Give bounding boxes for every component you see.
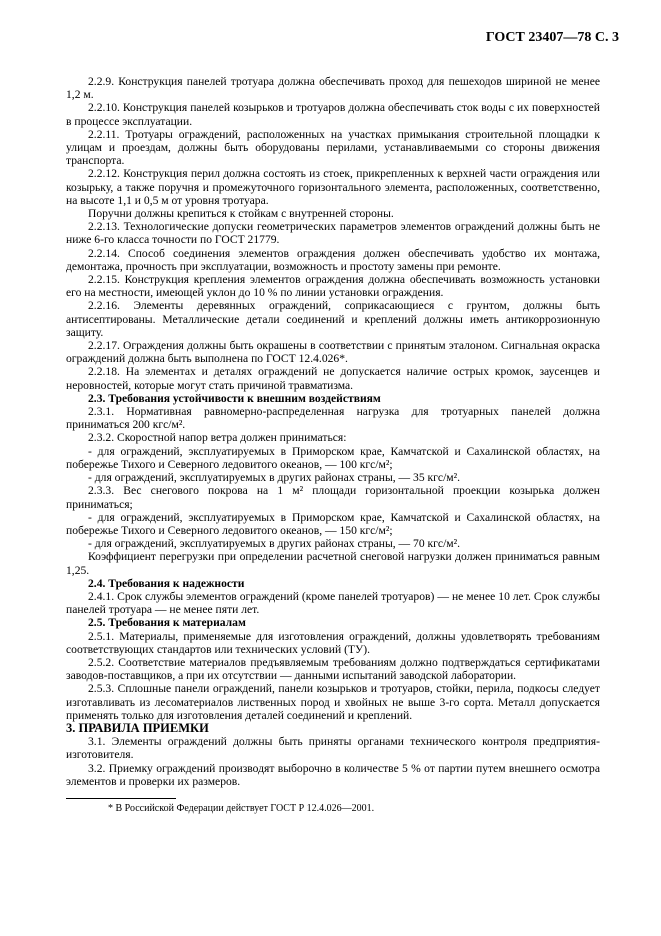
paragraph: 2.2.13. Технологические допуски геометрических параметров элементов ограждений должны быть не ниже 6-го класса точности по ГОСТ 21779.: [66, 220, 600, 247]
paragraph: 2.2.9. Конструкция панелей тротуара должна обеспечивать проход для пешеходов шириной не менее 1,2 м.: [66, 75, 600, 102]
paragraph: 2.2.16. Элементы деревянных ограждений, соприкасающиеся с грунтом, должны быть антисептированы. Металлические детали соединений и креплений должны иметь антикоррозионную защиту.: [66, 299, 600, 339]
paragraph: 2.2.17. Ограждения должны быть окрашены в соответствии с принятым эталоном. Сигнальная окраска ограждений должна быть выполнена по ГОСТ 12.4.026*.: [66, 339, 600, 366]
paragraph: 2.5.1. Материалы, применяемые для изготовления ограждений, должны удовлетворять требованиям соответствующих стандартов или технических условий (ТУ).: [66, 629, 600, 656]
paragraph: 2.2.10. Конструкция панелей козырьков и тротуаров должна обеспечивать сток воды с их поверхностей в процессе эксплуатации.: [66, 101, 600, 128]
paragraph: 2.3.1. Нормативная равномерно-распределенная нагрузка для тротуарных панелей должна приниматься 200 кгс/м².: [66, 405, 600, 432]
paragraph: 2.3.3. Вес снегового покрова на 1 м² площади горизонтальной проекции козырька должен приниматься;: [66, 484, 600, 511]
paragraph: 2.2.14. Способ соединения элементов ограждения должен обеспечивать удобство их монтажа, демонтажа, прочность при эксплуатации, возможность и простоту замены при ремонте.: [66, 246, 600, 273]
paragraph: Поручни должны крепиться к стойкам с внутренней стороны.: [88, 207, 394, 221]
paragraph: 2.2.12. Конструкция перил должна состоять из стоек, прикрепленных к верхней части ограждения или козырьку, а также поручня и промежуточного горизонтального элемента, расположенных, соответственно, на высоте 1,1 и 0,5 м от уровня тротуара.: [66, 167, 600, 207]
paragraph: - для ограждений, эксплуатируемых в других районах страны, — 35 кгс/м².: [88, 471, 461, 485]
paragraph: - для ограждений, эксплуатируемых в Приморском крае, Камчатской и Сахалинской областях, на побережье Тихого и Северного ледовитого океанов, — 150 кгс/м²;: [66, 510, 600, 537]
paragraph: 2.5.3. Сплошные панели ограждений, панели козырьков и тротуаров, стойки, перила, подкосы следует изготавливать из лесоматериалов лиственных пород и хвойных не выше 3-го сорта. Металл допускается применять только для изготовления деталей соединений и креплений.: [66, 682, 600, 722]
paragraph: 2.3.2. Скоростной напор ветра должен приниматься:: [88, 431, 347, 445]
paragraph: 2.2.15. Конструкция крепления элементов ограждения должна обеспечивать возможность установки его на местности, имеющей уклон до 10 % по линии установки ограждения.: [66, 273, 600, 300]
page-header: ГОСТ 23407—78 С. 3: [485, 30, 619, 45]
paragraph: 3.1. Элементы ограждений должны быть приняты органами технического контроля предприятия-изготовителя.: [66, 735, 600, 762]
paragraph: 2.2.18. На элементах и деталях ограждений не допускается наличие острых кромок, заусенцев и неровностей, которые могут стать причиной травматизма.: [66, 365, 600, 392]
paragraph: 2.5.2. Соответствие материалов предъявляемым требованиям должно подтверждаться сертификатами заводов-поставщиков, а при их отсутствии — данными испытаний заводской лаборатории.: [66, 655, 600, 683]
paragraph: 3.2. Приемку ограждений производят выборочно в количестве 5 % от партии путем внешнего осмотра элементов и проверки их размеров.: [66, 761, 600, 788]
paragraph: - для ограждений, эксплуатируемых в Приморском крае, Камчатской и Сахалинской областях, на побережье Тихого и Северного ледовитого океанов, — 100 кгс/м²;: [66, 444, 600, 471]
paragraph: 2.2.11. Тротуары ограждений, расположенных на участках примыкания строительной площадки к улицам и проездам, должны быть оборудованы перилами, устанавливаемыми со стороны движения транспорта.: [66, 127, 600, 168]
paragraph: Коэффициент перегрузки при определении расчетной снеговой нагрузки должен приниматься равным 1,25.: [66, 550, 600, 577]
subsection-heading: 2.4. Требования к надежности: [88, 576, 245, 590]
subsection-heading: 2.5. Требования к материалам: [88, 616, 246, 630]
footnote: * В Российской Федерации действует ГОСТ Р 12.4.026—2001.: [108, 802, 375, 814]
subsection-heading: 2.3. Требования устойчивости к внешним воздействиям: [88, 391, 381, 405]
paragraph: - для ограждений, эксплуатируемых в других районах страны, — 70 кгс/м².: [88, 537, 461, 551]
document-body: [66, 75, 600, 815]
paragraph: 2.4.1. Срок службы элементов ограждений (кроме панелей тротуаров) — не менее 10 лет. Срок службы панелей тротуара — не менее пяти лет.: [66, 589, 600, 617]
footnote-divider: [66, 798, 176, 799]
section-title: 3. ПРАВИЛА ПРИЕМКИ: [66, 720, 209, 735]
